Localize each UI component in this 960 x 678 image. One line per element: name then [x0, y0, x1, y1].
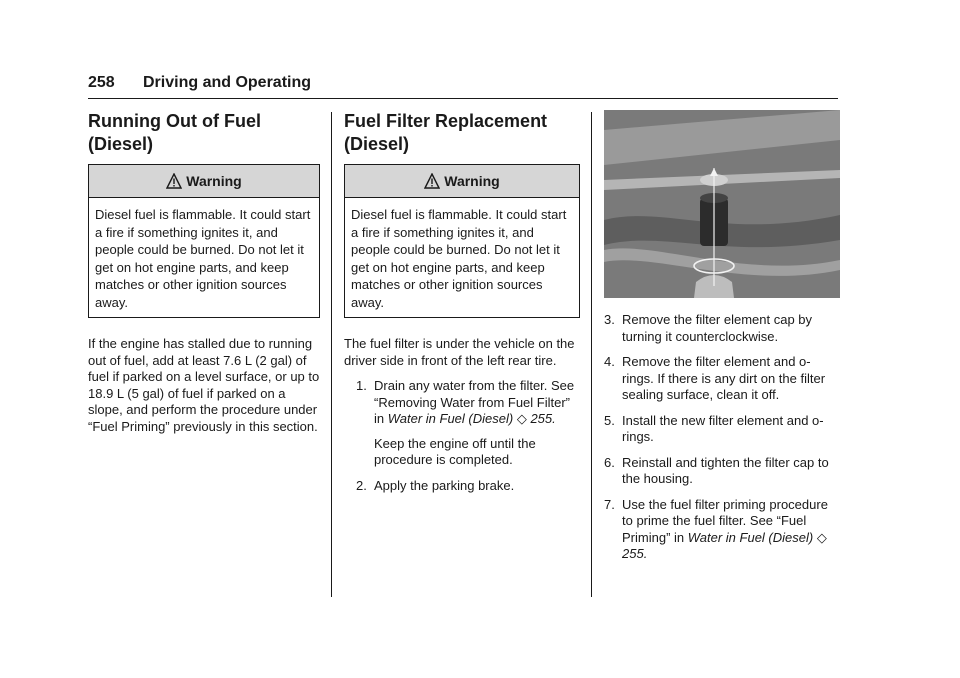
step-list	[604, 312, 840, 563]
step-note: Keep the engine off until the procedure is completed.	[374, 435, 536, 467]
section-title: Driving and Operating	[143, 74, 312, 91]
list-item: 5. Install the new filter element and o-rings.	[604, 412, 824, 444]
warning-box	[344, 164, 580, 318]
cross-reference-link[interactable]: Water in Fuel (Diesel)	[387, 411, 514, 426]
list-item: 6. Reinstall and tighten the filter cap to the housing.	[604, 454, 829, 486]
warning-header	[345, 165, 579, 198]
page-reference: ◇ 255.	[622, 529, 827, 561]
list-item: 1. Drain any water from the filter. See “Removing Water from Fuel Filter” in Water in Fuel (Diesel) ◇ 255. Keep the engine off until the procedure is completed.	[356, 378, 580, 469]
warning-header	[89, 165, 319, 198]
column-divider	[591, 112, 592, 597]
warning-label: Warning	[186, 173, 242, 189]
header-rule	[88, 98, 838, 99]
intro-paragraph: The fuel filter is under the vehicle on the driver side in front of the left rear tire.	[344, 336, 575, 368]
cross-reference-link[interactable]: Water in Fuel (Diesel)	[687, 529, 814, 545]
list-item: 4. Remove the filter element and o-rings. If there is any dirt on the filter sealing surface, clean it off.	[604, 354, 826, 402]
warning-label: Warning	[444, 173, 500, 189]
page-header	[88, 70, 838, 100]
warning-icon	[424, 173, 440, 189]
step-list	[344, 378, 580, 494]
fuel-filter-illustration	[604, 110, 840, 298]
list-item: 3. Remove the filter element cap by turning it counterclockwise.	[604, 312, 813, 344]
fuel-filter-photo	[604, 110, 840, 298]
warning-text: Diesel fuel is flammable. It could start a fire if something ignites it, and people could be burned. Do not let it get on hot engine parts, and keep matches or other ignition sources away.	[95, 207, 311, 310]
heading-running-out-of-fuel: Running Out of Fuel (Diesel)	[88, 111, 261, 154]
warning-text: Diesel fuel is flammable. It could start a fire if something ignites it, and people could be burned. Do not let it get on hot engine parts, and keep matches or other ignition sources away.	[351, 207, 567, 310]
body-paragraph: If the engine has stalled due to running out of fuel, add at least 7.6 L (2 gal) of fuel if parked on a level surface, or up to 18.9 L (5 gal) of fuel if parked on a slope, and perform the procedure under “Fuel Priming” previously in this section.	[88, 336, 320, 434]
column-fuel-filter-replacement	[344, 110, 580, 503]
column-divider	[331, 112, 332, 597]
column-steps-continued	[604, 110, 840, 572]
heading-fuel-filter-replacement: Fuel Filter Replacement (Diesel)	[344, 111, 548, 154]
list-item: 7. Use the fuel filter priming procedure to prime the fuel filter. See “Fuel Priming” in Water in Fuel (Diesel) ◇ 255.	[604, 496, 828, 561]
warning-box	[88, 164, 320, 318]
warning-icon	[166, 173, 182, 189]
list-item: 2. Apply the parking brake.	[356, 477, 515, 493]
page-reference: ◇ 255.	[516, 411, 556, 426]
page-number: 258	[88, 74, 115, 91]
column-running-out-of-fuel	[88, 110, 320, 435]
